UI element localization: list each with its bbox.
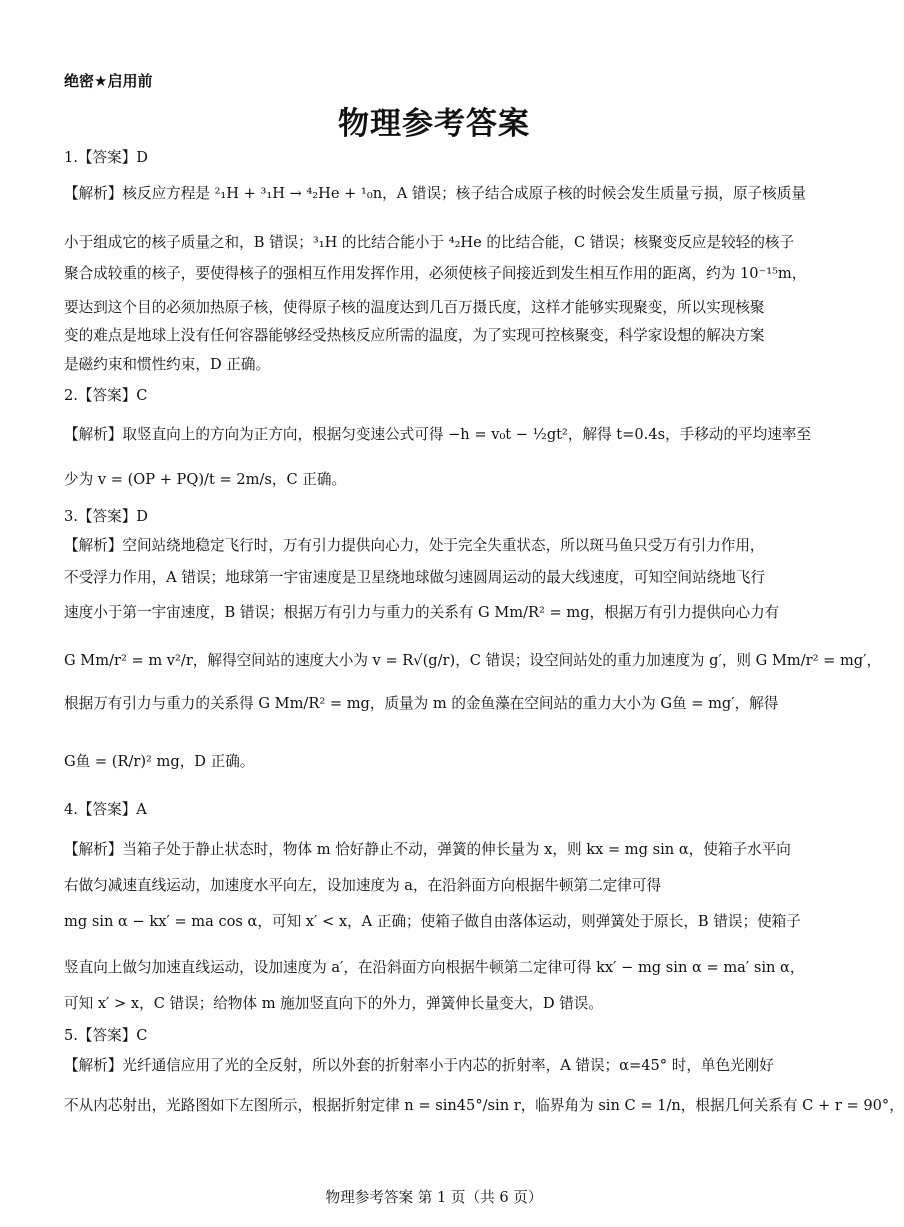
- q1-line-1: 【解析】核反应方程是 ²₁H + ³₁H → ⁴₂He + ¹₀n，A 错误；核子结合成原子核的时候会发生质量亏损，原子核质量: [64, 185, 806, 202]
- q4-answer: 4.【答案】A: [64, 801, 147, 818]
- q5-answer: 5.【答案】C: [64, 1027, 148, 1044]
- q5-line-2: 不从内芯射出，光路图如下左图所示，根据折射定律 n = sin45°/sin r，临界角为 sin C = 1/n，根据几何关系有 C + r = 90°，: [64, 1097, 904, 1114]
- q3-line-4: G Mm/r² = m v²/r，解得空间站的速度大小为 v = R√(g/r)，C 错误；设空间站处的重力加速度为 g′，则 G Mm/r² = mg′，: [64, 652, 882, 669]
- q1-line-2: 小于组成它的核子质量之和，B 错误；³₁H 的比结合能小于 ⁴₂He 的比结合能，C 错误；核聚变反应是较轻的核子: [64, 234, 795, 251]
- confidential-label: 绝密★启用前: [64, 72, 153, 90]
- q1-line-4: 要达到这个目的必须加热原子核，使得原子核的温度达到几百万摄氏度，这样才能够实现聚变，所以实现核聚: [64, 299, 765, 316]
- q1-line-5: 变的难点是地球上没有任何容器能够经受热核反应所需的温度，为了实现可控核聚变，科学家设想的解决方案: [64, 327, 765, 344]
- q5-line-1: 【解析】光纤通信应用了光的全反射，所以外套的折射率小于内芯的折射率，A 错误；α=45° 时，单色光刚好: [64, 1057, 774, 1074]
- q3-line-5: 根据万有引力与重力的关系得 G Mm/R² = mg，质量为 m 的金鱼藻在空间站的重力大小为 G鱼 = mg′，解得: [64, 695, 779, 712]
- q3-line-3: 速度小于第一宇宙速度，B 错误；根据万有引力与重力的关系有 G Mm/R² = mg，根据万有引力提供向心力有: [64, 604, 780, 621]
- q3-line-6: G鱼 = (R/r)² mg，D 正确。: [64, 753, 255, 770]
- q4-line-3: mg sin α − kx′ = ma cos α，可知 x′ < x，A 正确；使箱子做自由落体运动，则弹簧处于原长，B 错误；使箱子: [64, 913, 801, 930]
- q1-line-3: 聚合成较重的核子，要使得核子的强相互作用发挥作用，必须使核子间接近到发生相互作用的距离，约为 10⁻¹⁵m，: [64, 265, 807, 282]
- q1-answer: 1.【答案】D: [64, 149, 148, 166]
- q4-line-4: 竖直向上做匀加速直线运动，设加速度为 a′，在沿斜面方向根据牛顿第二定律可得 kx′ − mg sin α = ma′ sin α，: [64, 959, 805, 976]
- q4-line-5: 可知 x′ > x，C 错误；给物体 m 施加竖直向下的外力，弹簧伸长量变大，D 错误。: [64, 995, 603, 1012]
- q2-line-2: 少为 v = (OP + PQ)/t = 2m/s，C 正确。: [64, 471, 347, 488]
- q1-line-6: 是磁约束和惯性约束，D 正确。: [64, 356, 271, 373]
- q3-line-2: 不受浮力作用，A 错误；地球第一宇宙速度是卫星绕地球做匀速圆周运动的最大线速度，可知空间站绕地飞行: [64, 569, 766, 586]
- q2-answer: 2.【答案】C: [64, 387, 148, 404]
- q3-answer: 3.【答案】D: [64, 508, 148, 525]
- page-title: 物理参考答案: [338, 106, 530, 142]
- q2-line-1: 【解析】取竖直向上的方向为正方向，根据匀变速公式可得 −h = v₀t − ½gt²，解得 t=0.4s，手移动的平均速率至: [64, 426, 812, 443]
- page-footer: 物理参考答案 第 1 页（共 6 页）: [325, 1189, 543, 1206]
- q4-line-2: 右做匀减速直线运动，加速度水平向左，设加速度为 a，在沿斜面方向根据牛顿第二定律可得: [64, 877, 662, 894]
- q3-line-1: 【解析】空间站绕地稳定飞行时，万有引力提供向心力，处于完全失重状态，所以斑马鱼只受万有引力作用，: [64, 537, 765, 554]
- q4-line-1: 【解析】当箱子处于静止状态时，物体 m 恰好静止不动，弹簧的伸长量为 x，则 kx = mg sin α，使箱子水平向: [64, 841, 791, 858]
